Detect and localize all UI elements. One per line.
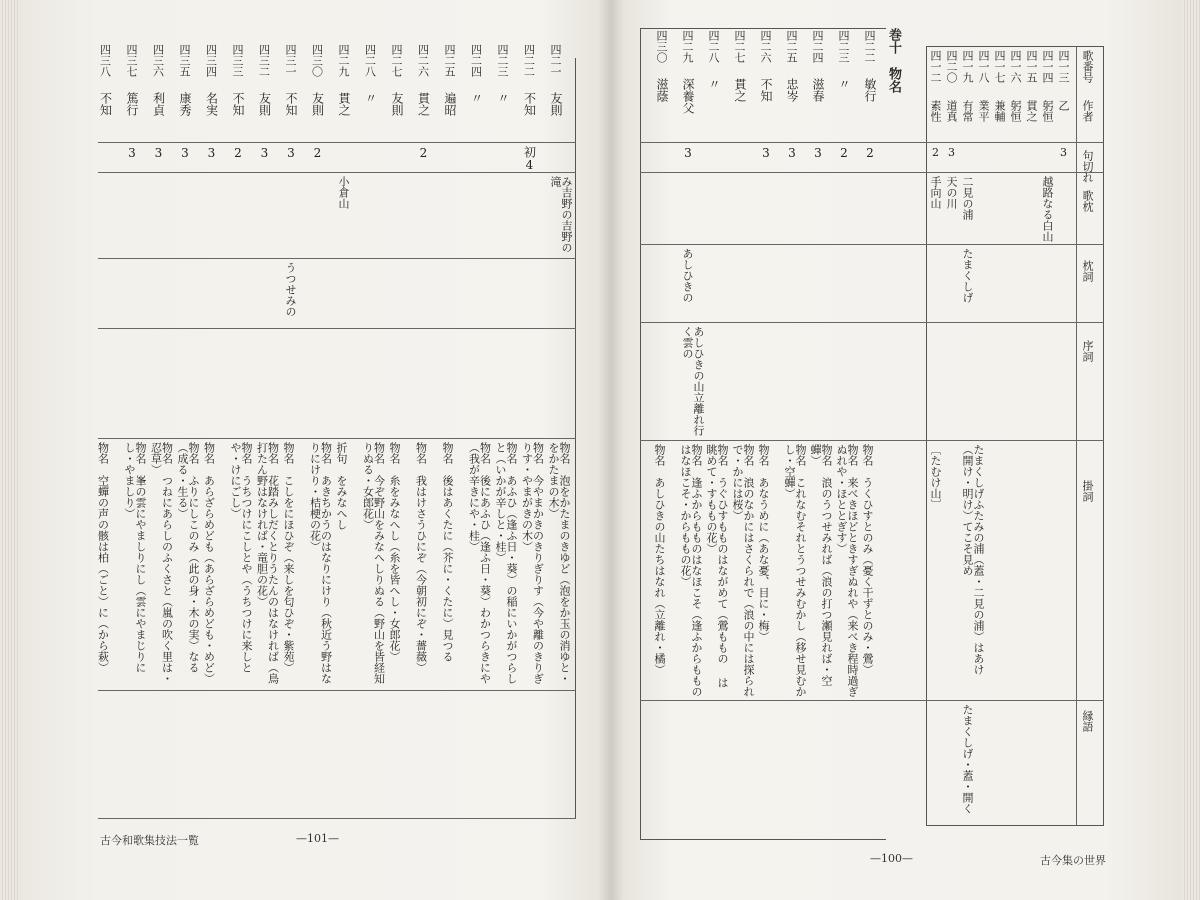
pre-row-number: 四一九 <box>961 50 974 83</box>
header-label: 歌枕 <box>1081 190 1094 212</box>
left-row-kakeshi: 物名 つねにあらしのふくさと（嵐の吹く里は・忍草） <box>149 442 174 684</box>
left-divider-makura <box>98 258 576 259</box>
left-row-kugire: 3 <box>257 146 272 160</box>
left-row-number: 四二五 <box>443 44 456 77</box>
left-divider-engo <box>98 690 576 691</box>
right-row-number: 四二九 <box>681 30 694 63</box>
right-row-kakeshi: 物名 うくひすとのみ（憂く干ずとのみ・鶯） <box>861 444 874 675</box>
right-row-author: 深養父 <box>681 78 695 114</box>
left-row-author: 不知 <box>522 92 537 116</box>
left-row-makura: うつせみの <box>284 262 297 317</box>
left-row-number: 四三二 <box>257 44 271 77</box>
right-row-makura: あしひきの <box>681 248 694 303</box>
pre-row-utamakura: 越路なる白山 <box>1041 176 1054 242</box>
header-label: 句切れ <box>1081 150 1094 183</box>
left-bottom-line <box>98 818 576 819</box>
right-row-kakeshi: 物名 これなむそれとうつせみむかし（移せ見むかし・空蟬） <box>783 444 807 697</box>
left-row-author: 篤行 <box>125 92 139 116</box>
book-spine <box>598 0 624 900</box>
right-row-author: 不知 <box>759 78 773 102</box>
left-divider-ku <box>98 142 576 143</box>
right-row-author: 滋蔭 <box>655 78 669 102</box>
right-row-author: 忠岑 <box>785 78 799 102</box>
header-label: 枕詞 <box>1081 260 1094 282</box>
header-label: 作者 <box>1081 100 1094 122</box>
right-row-kugire: 3 <box>759 146 773 160</box>
left-row-kakeshi: 物名 今やまかきのきりぎりす（今や離のきりぎりす・やまがきの木） <box>520 442 545 684</box>
left-row-author: 友則 <box>310 92 325 116</box>
left-row-number: 四三四 <box>204 44 218 77</box>
right-row-number: 四二四 <box>811 30 824 63</box>
left-row-number: 四二六 <box>416 44 430 77</box>
pre-row-number: 四一二 <box>929 50 942 83</box>
pre-row-author: 乙 <box>1057 100 1070 111</box>
pre-row-number: 四一四 <box>1041 50 1054 83</box>
left-row-author: 遍昭 <box>443 92 457 116</box>
pre-row-number: 四一五 <box>1025 50 1038 83</box>
pre-row-utamakura: 二見の浦 <box>961 176 974 220</box>
left-row-kugire: 初4 <box>522 146 537 172</box>
left-row-number: 四三三 <box>231 44 244 77</box>
pre-row-engo: たまくしげ・蓋・開く <box>961 704 974 814</box>
left-page-number: —101— <box>296 832 339 845</box>
pre-row-kugire: 3 <box>1057 146 1070 159</box>
left-row-kugire: 3 <box>284 146 298 160</box>
header-label: 縁語 <box>1081 710 1094 732</box>
left-row-author: 友則 <box>390 92 404 116</box>
left-row-kakeshi: 物名 あらざらめども（あらざらめども・めど） <box>202 442 216 684</box>
pre-row-author: 有常 <box>961 100 974 122</box>
left-row-number: 四二四 <box>469 44 483 77</box>
right-footer-title: 古今集の世界 <box>1040 854 1106 867</box>
right-row-number: 四二六 <box>759 30 772 63</box>
left-row-number: 四三六 <box>151 44 165 77</box>
pre-row-kugire: 2 <box>929 146 942 159</box>
header-label: 掛詞 <box>1081 480 1094 502</box>
right-row-kakeshi: 物名 浪のなかにはさくられで（浪の中には探られで・かには桜） <box>731 444 755 697</box>
left-row-kakeshi: 物名 峯の雲にやましりにし（雲にやまじりにし・やましり） <box>123 442 147 673</box>
right-page-edge <box>1182 0 1200 900</box>
header-label: 歌番号 <box>1081 50 1094 83</box>
right-row-kugire: 2 <box>863 146 877 160</box>
right-row-kugire: 3 <box>785 146 799 160</box>
left-row-number: 四三〇 <box>310 44 324 77</box>
left-row-number: 四三一 <box>284 44 297 77</box>
right-row-kugire: 3 <box>811 146 825 160</box>
right-row-kakeshi: 物名 来べきほどときすぎぬれや（来べき程時過ぎぬれや・ほととぎす） <box>835 444 859 697</box>
pre-row-number: 四一六 <box>1009 50 1022 83</box>
left-row-kakeshi: 物名 後にあふひ（逢ふ日・葵）わかつらきにや（我が辛きにや・桂） <box>467 442 492 684</box>
left-row-author: 利貞 <box>151 92 166 116</box>
pre-row-author: 道真 <box>945 100 958 122</box>
right-row-kakeshi: 物名 うぐひすもものはながめて（鶯ももの は眺めて・すももの花） <box>705 444 729 688</box>
pre-row-kakeshi: たまくしげふたみの浦（蓋・二見の浦）はあけ（開け・明け）てこそ見め <box>961 444 985 675</box>
left-page-edge <box>0 0 18 900</box>
left-row-kakeshi: 折句 をみなへし <box>335 442 348 530</box>
left-row-author: 不知 <box>231 92 245 116</box>
left-row-utamakura: 小倉山 <box>337 176 350 209</box>
pre-row-number: 四二〇 <box>945 50 958 83</box>
right-row-kugire: 3 <box>681 146 695 160</box>
right-row-jo: あしひきの山立離れ行く雲の <box>681 326 705 436</box>
left-row-number: 四二三 <box>496 44 509 77</box>
left-row-kugire: 2 <box>416 146 431 160</box>
right-row-number: 四二七 <box>733 30 746 63</box>
right-row-kugire: 2 <box>837 146 851 160</box>
left-row-kugire: 2 <box>310 146 325 160</box>
right-row-kakeshi: 物名 あしひきの山たちはなれ（立離れ・橘） <box>653 444 666 675</box>
left-row-kakeshi: 物名 花踏みしだくとりうたんのはなければ（鳥打たん野はなければ・竜胆の花） <box>255 442 280 684</box>
section-title: 巻十 物名 <box>886 28 901 93</box>
right-row-kakeshi: 物名 逢ふからもものはなほこそ（逢ふからもものはなほこそ・からももの花） <box>679 444 703 697</box>
left-row-utamakura: み吉野の吉野の滝 <box>549 176 573 253</box>
left-row-kakeshi: 物名 空蟬の声の骸は柏（ごと）に（から萩） <box>96 442 110 673</box>
pre-row-number: 四一三 <box>1057 50 1070 83</box>
left-row-kugire: 3 <box>125 146 139 160</box>
right-row-author: 滋春 <box>811 78 825 102</box>
right-row-number: 四二五 <box>785 30 798 63</box>
left-row-author: 〃 <box>469 92 484 104</box>
pre-row-kakeshi: 〔たむけ山〕 <box>929 444 942 510</box>
left-divider-jo <box>98 328 576 329</box>
left-divider-utamakura <box>98 172 576 173</box>
left-row-author: 名実 <box>204 92 219 116</box>
right-row-author: 〃 <box>837 78 851 90</box>
left-row-kugire: 3 <box>151 146 166 160</box>
left-row-kakeshi: 物名 糸をみなへし（糸を皆へし・女郎花） <box>388 442 401 662</box>
pre-row-author: 躬恒 <box>1041 100 1054 122</box>
left-row-kakeshi: 物名 あきちかうのはなりにけり（秋近う野はなりにけり・桔梗の花） <box>308 442 333 684</box>
pre-row-utamakura: 天の川 <box>945 176 958 209</box>
left-row-kakeshi: 物名 あふひ（逢ふ日・葵）の稲にいかがつらしと（いかが辛しと・桂） <box>494 442 518 684</box>
left-row-kakeshi: 物名 我はけさうひにぞ（今朝初にぞ・薔薇） <box>414 442 428 673</box>
header-label: 序詞 <box>1081 340 1094 362</box>
right-row-number: 四三〇 <box>655 30 668 63</box>
left-row-kakeshi: 物名 今ぞ野山をみなへしりぬる（野山を皆経知りぬる・女郎花） <box>361 442 386 684</box>
left-row-kugire: 3 <box>204 146 219 160</box>
pre-row-number: 四一七 <box>993 50 1006 83</box>
left-row-number: 四三五 <box>178 44 191 77</box>
left-row-number: 四二一 <box>549 44 562 77</box>
left-row-author: 友則 <box>257 92 272 116</box>
left-row-author: 貫之 <box>416 92 431 116</box>
right-row-number: 四二三 <box>837 30 850 63</box>
pre-row-utamakura: 手向山 <box>929 176 942 209</box>
left-row-kakeshi: 物名 ふりにしこのみ（此の身・木の実）なる（成る・生る） <box>176 442 200 673</box>
left-row-number: 四二九 <box>337 44 350 77</box>
left-footer-title: 古今和歌集技法一覧 <box>100 834 199 847</box>
left-divider-kakeshi <box>98 438 576 439</box>
left-row-kakeshi: 物名 泡をかたまのきゆど（泡をか玉の消ゆと・をかたまの木） <box>547 442 571 684</box>
left-row-number: 四二二 <box>522 44 536 77</box>
pre-row-author: 躬恒 <box>1009 100 1022 122</box>
right-row-author: 貫之 <box>733 78 747 102</box>
pre-row-number: 四一八 <box>977 50 990 83</box>
right-row-author: 〃 <box>707 78 721 90</box>
right-row-number: 四二八 <box>707 30 720 63</box>
left-row-author: 貫之 <box>337 92 351 116</box>
right-row-number: 四二二 <box>863 30 876 63</box>
left-row-author: 不知 <box>284 92 298 116</box>
pre-row-kugire: 3 <box>945 146 958 159</box>
pre-row-makura: たまくしげ <box>961 248 974 303</box>
right-row-author: 敏行 <box>863 78 877 102</box>
pre-row-author: 兼輔 <box>993 100 1006 122</box>
left-row-author: 〃 <box>496 92 510 104</box>
left-row-kakeshi: 物名 うちつけにこしとや（うちつけに来しとや・けにごし） <box>229 442 253 673</box>
left-row-kugire: 2 <box>231 146 245 160</box>
left-row-number: 四二七 <box>390 44 403 77</box>
right-row-kakeshi: 物名 浪のうつせみれば（浪の打つ瀬見れば・空蟬） <box>809 444 833 686</box>
left-row-author: 康秀 <box>178 92 192 116</box>
left-row-author: 友則 <box>549 92 563 116</box>
left-row-number: 四三八 <box>98 44 112 77</box>
pre-row-author: 貫之 <box>1025 100 1038 122</box>
left-row-kakeshi: 物名 後はあくたに（芥に・くたに）見つる <box>441 442 454 662</box>
right-row-kakeshi: 物名 あなうめに（あな憂、目に・梅） <box>757 444 770 642</box>
left-row-number: 四二八 <box>363 44 377 77</box>
pre-row-author: 素性 <box>929 100 942 122</box>
left-row-author: 〃 <box>363 92 378 104</box>
left-row-number: 四三七 <box>125 44 138 77</box>
left-row-kugire: 3 <box>178 146 192 160</box>
left-row-kakeshi: 物名 こしをにほひぞ（来しを匂ひぞ・紫苑） <box>282 442 295 673</box>
right-page-number: —100— <box>870 852 913 865</box>
left-row-author: 不知 <box>98 92 113 116</box>
pre-row-author: 業平 <box>977 100 990 122</box>
